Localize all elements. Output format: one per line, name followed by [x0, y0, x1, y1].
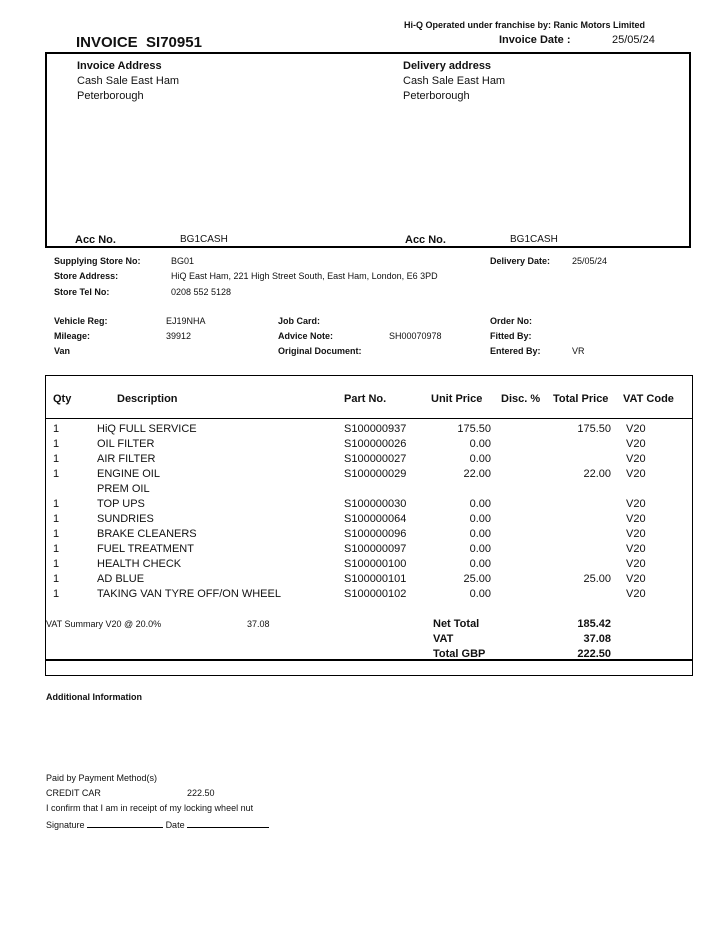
store-tel-value: 0208 552 5128	[171, 287, 232, 297]
cell-qty: 1	[53, 558, 60, 570]
cell-total: 25.00	[583, 573, 611, 585]
advice-note-value: SH00070978	[389, 331, 442, 341]
cell-vat: V20	[626, 588, 646, 600]
total-gbp-label: Total GBP	[433, 648, 486, 660]
delivery-address-title: Delivery address	[403, 60, 492, 72]
cell-unit: 0.00	[469, 438, 491, 450]
vat-summary-value: 37.08	[247, 619, 270, 629]
invoice-date-value: 25/05/24	[612, 34, 655, 46]
cell-desc: SUNDRIES	[97, 513, 154, 525]
invoice-address-line2: Peterborough	[77, 90, 144, 102]
cell-desc: OIL FILTER	[97, 438, 155, 450]
col-part-header: Part No.	[344, 393, 387, 405]
col-description-header: Description	[117, 393, 178, 405]
cell-vat: V20	[626, 453, 646, 465]
date-line	[187, 818, 269, 828]
cell-desc: TOP UPS	[97, 498, 145, 510]
fitted-by-label: Fitted By:	[490, 331, 532, 341]
payment-amount: 222.50	[187, 788, 215, 798]
cell-total: 175.50	[577, 423, 611, 435]
col-qty-header: Qty	[53, 393, 72, 405]
signature-label: Signature	[46, 820, 85, 830]
cell-unit: 22.00	[463, 468, 491, 480]
invoice-label: INVOICE	[76, 34, 138, 51]
cell-unit: 0.00	[469, 498, 491, 510]
cell-unit: 0.00	[469, 453, 491, 465]
col-unit-price-header: Unit Price	[431, 393, 483, 405]
cell-part: S100000101	[344, 573, 407, 585]
invoice-acc-value: BG1CASH	[180, 234, 228, 245]
franchise-text: Hi-Q Operated under franchise by: Ranic Motors Limited	[404, 20, 646, 30]
cell-desc: PREM OIL	[97, 483, 150, 495]
cell-desc: AIR FILTER	[97, 453, 156, 465]
advice-note-label: Advice Note:	[278, 331, 334, 341]
cell-qty: 1	[53, 423, 60, 435]
supplying-store-value: BG01	[171, 256, 195, 266]
cell-unit: 25.00	[463, 573, 491, 585]
net-total-value: 185.42	[577, 618, 611, 630]
col-total-price-header: Total Price	[553, 393, 609, 405]
job-card-label: Job Card:	[278, 316, 321, 326]
confirm-text: I confirm that I am in receipt of my locking wheel nut	[46, 803, 254, 813]
additional-info-title: Additional Information	[46, 692, 142, 702]
mileage-value: 39912	[166, 331, 192, 341]
cell-qty: 1	[53, 453, 60, 465]
entered-by-label: Entered By:	[490, 346, 541, 356]
cell-desc: FUEL TREATMENT	[97, 543, 194, 555]
cell-unit: 175.50	[457, 423, 491, 435]
vat-total-value: 37.08	[583, 633, 611, 645]
vat-summary-label: VAT Summary V20 @ 20.0%	[46, 619, 162, 629]
vehicle-reg-value: EJ19NHA	[166, 316, 206, 326]
cell-unit: 0.00	[469, 513, 491, 525]
delivery-address-line2: Peterborough	[403, 90, 470, 102]
cell-vat: V20	[626, 423, 646, 435]
cell-part: S100000100	[344, 558, 407, 570]
vehicle-reg-label: Vehicle Reg:	[54, 316, 108, 326]
cell-part: S100000096	[344, 528, 407, 540]
delivery-date-value: 25/05/24	[572, 256, 608, 266]
invoice-number: SI70951	[146, 34, 202, 51]
supplying-store-label: Supplying Store No:	[54, 256, 141, 266]
cell-unit: 0.00	[469, 558, 491, 570]
cell-vat: V20	[626, 573, 646, 585]
cell-vat: V20	[626, 498, 646, 510]
cell-desc: TAKING VAN TYRE OFF/ON WHEEL	[97, 588, 281, 600]
cell-vat: V20	[626, 468, 646, 480]
original-document-label: Original Document:	[278, 346, 362, 356]
order-no-label: Order No:	[490, 316, 533, 326]
col-discount-header: Disc. %	[501, 393, 541, 405]
cell-qty: 1	[53, 438, 60, 450]
cell-part: S100000097	[344, 543, 407, 555]
cell-vat: V20	[626, 543, 646, 555]
store-tel-label: Store Tel No:	[54, 287, 110, 297]
cell-total: 22.00	[583, 468, 611, 480]
cell-part: S100000027	[344, 453, 407, 465]
delivery-acc-value: BG1CASH	[510, 234, 558, 245]
cell-unit: 0.00	[469, 543, 491, 555]
cell-qty: 1	[53, 468, 60, 480]
delivery-date-label: Delivery Date:	[490, 256, 551, 266]
cell-part: S100000029	[344, 468, 407, 480]
col-vat-code-header: VAT Code	[623, 393, 674, 405]
signature-line	[87, 818, 163, 828]
invoice-acc-label: Acc No.	[75, 234, 116, 246]
cell-desc: HiQ FULL SERVICE	[97, 423, 197, 435]
paid-by-text: Paid by Payment Method(s)	[46, 773, 158, 783]
total-gbp-value: 222.50	[577, 648, 611, 660]
cell-desc: AD BLUE	[97, 573, 145, 585]
totals-bar	[45, 660, 693, 676]
signature-row	[46, 818, 269, 830]
delivery-acc-label: Acc No.	[405, 234, 446, 246]
cell-desc: BRAKE CLEANERS	[97, 528, 197, 540]
mileage-label: Mileage:	[54, 331, 91, 341]
invoice-date-label: Invoice Date :	[499, 34, 571, 46]
cell-vat: V20	[626, 558, 646, 570]
payment-method: CREDIT CAR	[46, 788, 101, 798]
cell-part: S100000030	[344, 498, 407, 510]
cell-vat: V20	[626, 513, 646, 525]
van-label: Van	[54, 346, 71, 356]
entered-by-value: VR	[572, 346, 585, 356]
cell-unit: 0.00	[469, 588, 491, 600]
invoice-title	[76, 34, 202, 51]
invoice-address-title: Invoice Address	[77, 60, 162, 72]
store-address-value: HiQ East Ham, 221 High Street South, East Ham, London, E6 3PD	[171, 271, 438, 281]
cell-qty: 1	[53, 543, 60, 555]
cell-qty: 1	[53, 498, 60, 510]
cell-part: S100000026	[344, 438, 407, 450]
cell-vat: V20	[626, 528, 646, 540]
store-address-label: Store Address:	[54, 271, 119, 281]
cell-desc: ENGINE OIL	[97, 468, 160, 480]
cell-part: S100000937	[344, 423, 407, 435]
cell-qty: 1	[53, 573, 60, 585]
invoice-address-line1: Cash Sale East Ham	[77, 75, 180, 87]
cell-qty: 1	[53, 513, 60, 525]
vat-total-label: VAT	[433, 633, 454, 645]
cell-desc: HEALTH CHECK	[97, 558, 182, 570]
date-label: Date	[165, 820, 185, 830]
delivery-address-line1: Cash Sale East Ham	[403, 75, 506, 87]
cell-vat: V20	[626, 438, 646, 450]
cell-unit: 0.00	[469, 528, 491, 540]
cell-qty: 1	[53, 588, 60, 600]
table-header-divider	[45, 418, 693, 419]
cell-qty: 1	[53, 528, 60, 540]
cell-part: S100000102	[344, 588, 407, 600]
net-total-label: Net Total	[433, 618, 480, 630]
cell-part: S100000064	[344, 513, 407, 525]
